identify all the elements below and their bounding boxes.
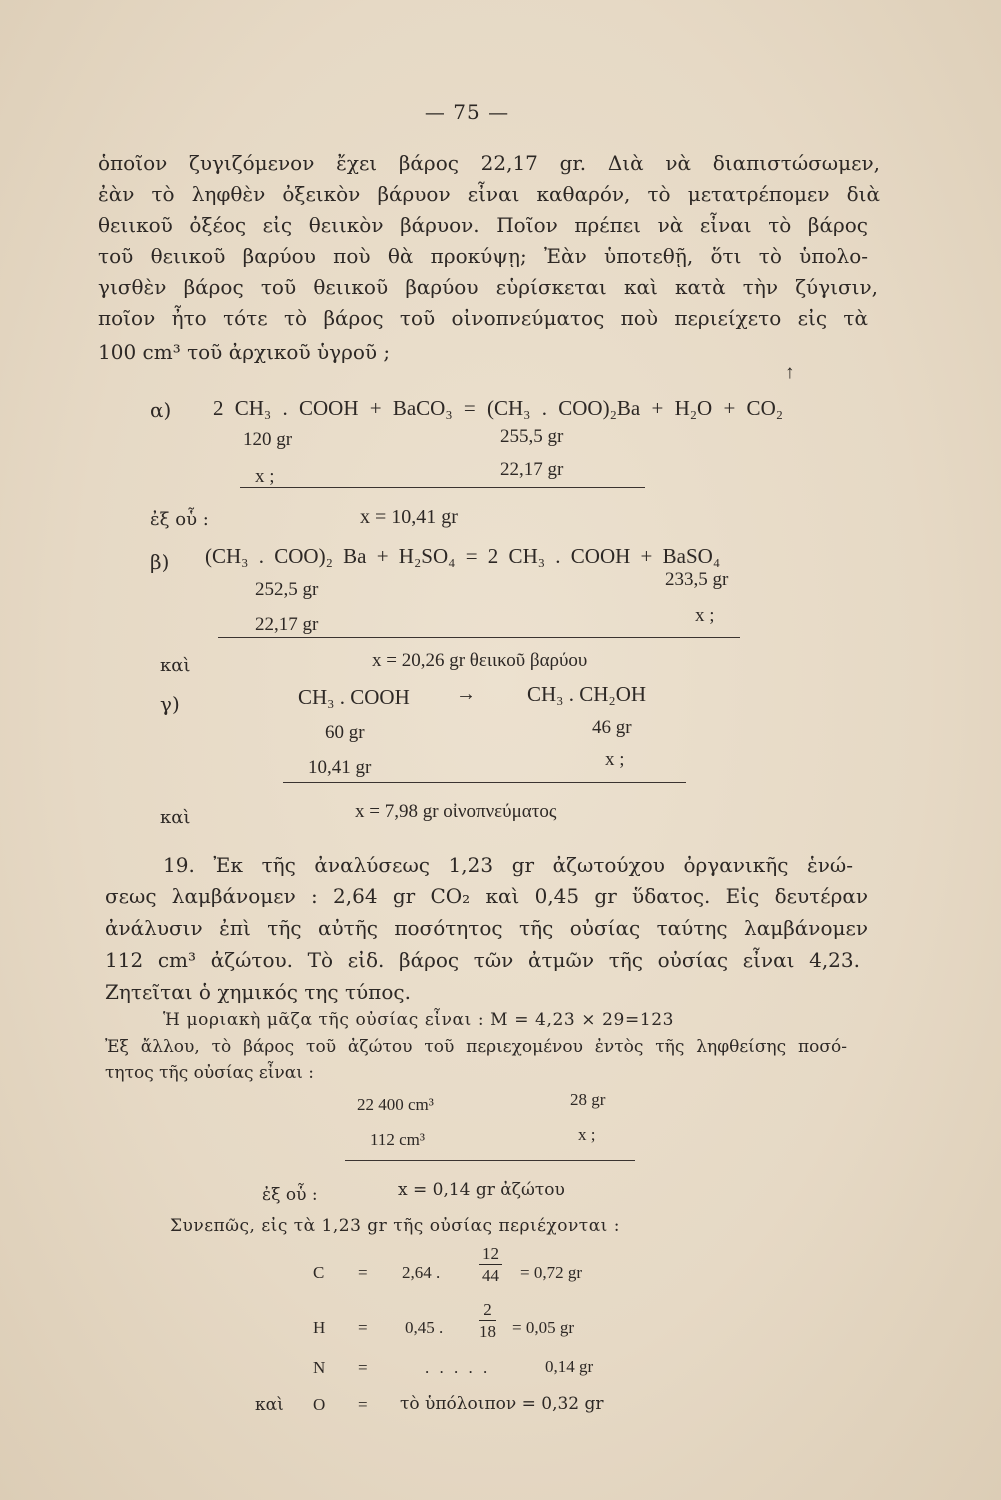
equals-sign: = bbox=[358, 1263, 368, 1282]
element-mass-result: τὸ ὑπόλοιπον = 0,32 gr bbox=[400, 1394, 604, 1414]
known-mass-left: 120 gr bbox=[243, 429, 293, 450]
mass-fraction bbox=[479, 1300, 496, 1341]
reaction-arrow-icon: → bbox=[456, 683, 476, 705]
known-mass-right: 233,5 gr bbox=[665, 569, 729, 590]
proportion-mass-1: 28 gr bbox=[570, 1090, 606, 1109]
paragraph-line: γισθὲν βάρος τοῦ θειικοῦ βαρύου εὑρίσκεται καὶ κατὰ τὴν ζύγισιν, bbox=[98, 275, 878, 299]
fraction-denominator: 44 bbox=[482, 1266, 499, 1285]
known-mass-right: 255,5 gr bbox=[500, 426, 564, 447]
result-value: x = 20,26 gr θειικοῦ βαρύου bbox=[372, 650, 588, 671]
known-mass-left: 60 gr bbox=[325, 722, 365, 743]
unknown-mass-left: x ; bbox=[255, 466, 275, 487]
element-mass-result: 0,14 gr bbox=[545, 1357, 594, 1376]
result-label: καὶ bbox=[160, 807, 191, 828]
chemical-equation: (CH₃ . COO)₂ Ba + H₂SO₄ = 2 CH₃ . COOH + BaSO₄ bbox=[205, 544, 721, 568]
reaction-label: β) bbox=[150, 550, 170, 574]
composition-intro: Συνεπῶς, εἰς τὰ 1,23 gr τῆς οὐσίας περιέχονται : bbox=[170, 1216, 620, 1236]
problem-line: Ζητεῖται ὁ χημικός της τύπος. bbox=[105, 980, 411, 1004]
row-prefix: καὶ bbox=[255, 1395, 284, 1415]
result-label: καὶ bbox=[160, 655, 191, 676]
equals-sign: = bbox=[358, 1395, 368, 1414]
problem-line: 19. Ἐκ τῆς ἀναλύσεως 1,23 gr ἀζωτούχου ὀργανικῆς ἑνώ- bbox=[163, 853, 853, 877]
fraction-rule bbox=[283, 782, 686, 783]
mass-fraction bbox=[479, 1244, 502, 1285]
product-formula: CH₃ . CH₂OH bbox=[527, 682, 647, 706]
paragraph-line: τοῦ θειικοῦ βαρύου ποὺ θὰ προκύψῃ; Ἐὰν ὑποτεθῇ, ὅτι τὸ ὑπολο- bbox=[98, 244, 868, 268]
proportion-volume-1: 22 400 cm³ bbox=[357, 1095, 434, 1114]
result-value: x = 10,41 gr bbox=[360, 506, 458, 528]
problem-line: σεως λαμβάνομεν : 2,64 gr CO₂ καὶ 0,45 gr ὕδατος. Εἰς δευτέραν bbox=[105, 884, 868, 908]
element-mass-result: = 0,05 gr bbox=[512, 1318, 574, 1337]
molar-mass-line: Ἡ μοριακὴ μᾶζα τῆς οὐσίας εἶναι : M = 4,23 × 29=123 bbox=[163, 1010, 675, 1030]
chemical-equation: 2 CH₃ . COOH + BaCO₃ = (CH₃ . COO)₂Ba + H₂O + CO₂ bbox=[213, 396, 784, 420]
fraction-numerator: 2 bbox=[479, 1300, 496, 1321]
unknown-mass-right: x ; bbox=[695, 605, 715, 626]
problem-line: ἀνάλυσιν ἐπὶ τῆς αὐτῆς ποσότητος τῆς οὐσίας ταύτης λαμβάνομεν bbox=[105, 916, 868, 940]
paragraph-line: θειικοῦ ὀξέος εἰς θειικὸν βάρυον. Ποῖον πρέπει νὰ εἶναι τὸ βάρος bbox=[98, 213, 868, 237]
element-symbol: O bbox=[313, 1395, 326, 1414]
problem-line: 112 cm³ ἀζώτου. Τὸ εἰδ. βάρος τῶν ἀτμῶν τῆς οὐσίας εἶναι 4,23. bbox=[105, 948, 860, 972]
reaction-label: γ) bbox=[160, 692, 180, 716]
element-symbol: N bbox=[313, 1358, 326, 1377]
page-number: — 75 — bbox=[424, 100, 510, 124]
element-symbol: H bbox=[313, 1318, 326, 1337]
known-mass-right: 46 gr bbox=[592, 717, 632, 738]
fraction-denominator: 18 bbox=[479, 1322, 496, 1341]
equals-sign: = bbox=[358, 1358, 368, 1377]
result-value: x = 0,14 gr ἀζώτου bbox=[398, 1180, 565, 1200]
known-mass-left: 252,5 gr bbox=[255, 579, 319, 600]
fraction-rule bbox=[218, 637, 740, 638]
sample-mass-factor: 2,64 . bbox=[402, 1263, 441, 1282]
measured-mass-left: 22,17 gr bbox=[255, 614, 319, 635]
paragraph-line: ποῖον ἦτο τότε τὸ βάρος τοῦ οἰνοπνεύματος ποὺ περιείχετο εἰς τὰ bbox=[98, 306, 868, 330]
equals-sign: = bbox=[358, 1318, 368, 1337]
proportion-volume-2: 112 cm³ bbox=[370, 1130, 425, 1149]
solution-line: τητος τῆς οὐσίας εἶναι : bbox=[105, 1063, 314, 1083]
result-value: x = 7,98 gr οἰνοπνεύματος bbox=[355, 801, 557, 822]
paragraph-line: ἐὰν τὸ ληφθὲν ὀξεικὸν βάρυον εἶναι καθαρόν, τὸ μετατρέπομεν διὰ bbox=[98, 182, 880, 206]
paragraph-line: 100 cm³ τοῦ ἀρχικοῦ ὑγροῦ ; bbox=[98, 340, 391, 364]
result-label: ἐξ οὗ : bbox=[150, 509, 209, 530]
leader-dots: . . . . . bbox=[425, 1358, 491, 1377]
reactant-formula: CH₃ . COOH bbox=[298, 685, 410, 709]
measured-mass-right: 22,17 gr bbox=[500, 459, 564, 480]
proportion-mass-2: x ; bbox=[578, 1125, 596, 1144]
fraction-rule bbox=[345, 1160, 635, 1161]
paragraph-line: ὁποῖον ζυγιζόμενον ἔχει βάρος 22,17 gr. Διὰ νὰ διαπιστώσωμεν, bbox=[98, 151, 880, 175]
measured-mass-left: 10,41 gr bbox=[308, 757, 372, 778]
result-label: ἐξ οὗ : bbox=[262, 1185, 318, 1205]
element-symbol: C bbox=[313, 1263, 325, 1282]
fraction-numerator: 12 bbox=[479, 1244, 502, 1265]
reaction-label: α) bbox=[150, 398, 172, 422]
fraction-rule bbox=[240, 487, 645, 488]
unknown-mass-right: x ; bbox=[605, 749, 625, 770]
gas-evolution-arrow-icon: ↑ bbox=[785, 362, 795, 383]
sample-mass-factor: 0,45 . bbox=[405, 1318, 444, 1337]
element-mass-result: = 0,72 gr bbox=[520, 1263, 582, 1282]
solution-line: Ἐξ ἄλλου, τὸ βάρος τοῦ ἀζώτου τοῦ περιεχομένου ἐντὸς τῆς ληφθείσης ποσό- bbox=[105, 1037, 847, 1057]
